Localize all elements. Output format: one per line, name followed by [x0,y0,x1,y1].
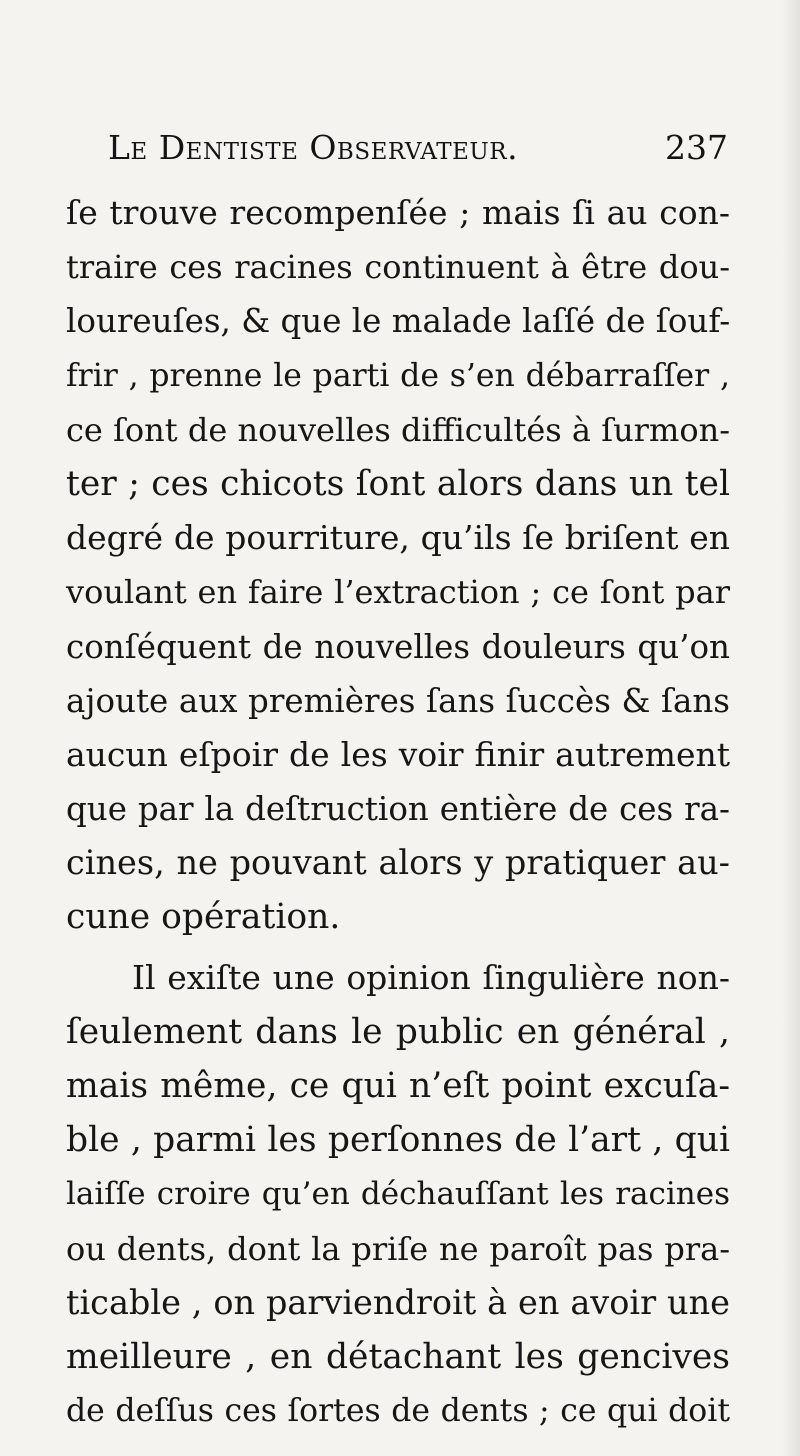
text-line: conſéquent de nouvelles douleurs qu’on [66,627,730,666]
text-line-last: cune opération. [66,897,341,938]
text-line: ter ; ces chicots ſont alors dans un tel [66,463,730,504]
text-line: ble , parmi les perſonnes de l’art , qui [66,1120,730,1161]
text-line: ajoute aux premières ſans ſuccès & ſans [66,681,730,720]
text-line: cines, ne pouvant alors y pratiquer au- [66,843,730,883]
text-line: ſe trouve recompenſée ; mais ſi au con- [66,193,730,232]
text-line: meilleure , en détachant les gencives [66,1336,730,1377]
text-line: de deſſus ces ſortes de dents ; ce qui doit [66,1393,730,1430]
text-line: ou dents, dont la priſe ne paroît pas pra- [66,1229,730,1268]
text-line: ce ſont de nouvelles difficultés à ſurmon- [66,410,730,449]
text-line-indented: Il exiſte une opinion ſingulière non- [132,957,730,997]
text-line: loureuſes, & que le malade laſſé de ſouf- [66,302,731,341]
text-line: que par la deſtruction entière de ces ra- [66,790,730,829]
text-line: traire ces racines continuent à être dou- [66,248,730,287]
text-line: degré de pourriture, qu’ils ſe briſent en [66,518,730,558]
running-header [108,128,728,172]
text-line: aucun eſpoir de les voir finir autrement [66,734,730,774]
page-number: 237 [665,128,728,167]
text-line: voulant en faire l’extraction ; ce ſont par [66,573,730,612]
page-edge-shadow [782,0,800,1456]
body-text [66,186,730,1438]
running-title: Le Dentiste Observateur. [108,128,519,167]
text-line: mais même, ce qui n’eſt point excuſa- [66,1066,730,1106]
text-line: ſeulement dans le public en général , [66,1011,730,1052]
text-line: laiſſe croire qu’en déchauſſant les racines [66,1176,730,1213]
text-line: frir , prenne le parti de s’en débarraſſer , [66,357,730,394]
text-line: ticable , on parviendroit à en avoir une [66,1282,730,1322]
